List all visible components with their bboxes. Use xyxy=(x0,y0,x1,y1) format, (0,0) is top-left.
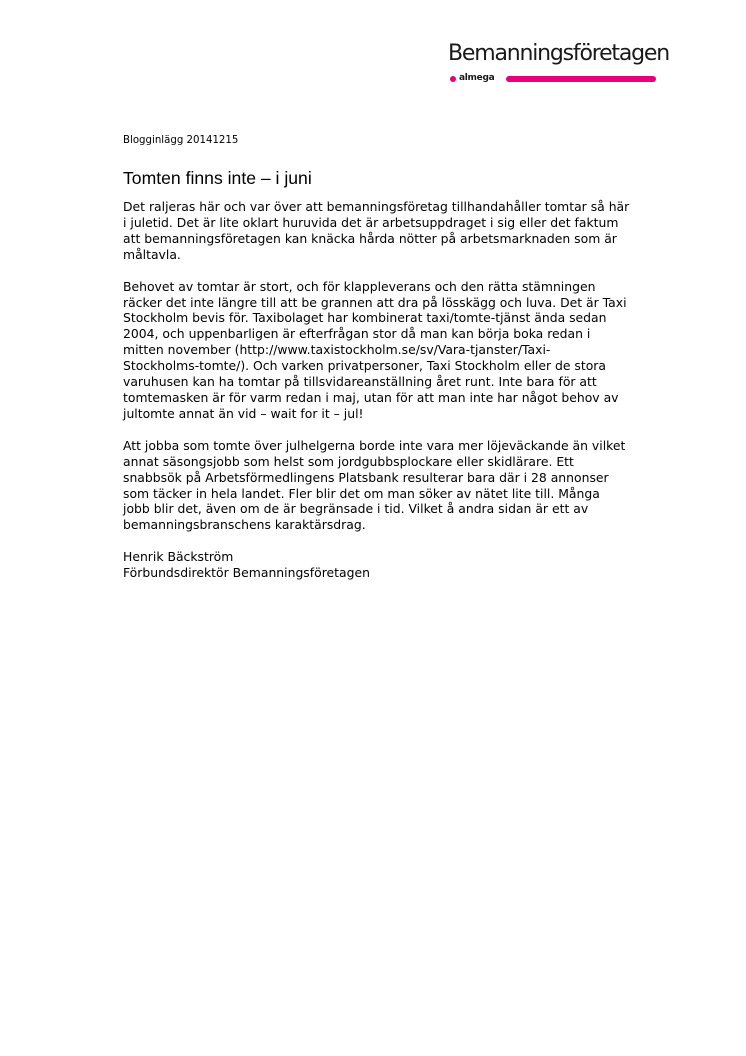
post-title: Tomten finns inte – i juni xyxy=(123,168,312,188)
paragraph-3 xyxy=(123,438,643,533)
paragraph-line: Stockholm bevis för. Taxibolaget har kombinerat taxi/tomte-tjänst ända sedan xyxy=(123,310,607,326)
paragraph-line: jobb blir det, även om de är begränsade i tid. Vilket å andra sidan är ett av xyxy=(123,501,589,517)
paragraph-line: tomtemasken är för varm redan i maj, utan för att man inte har något behov av xyxy=(123,389,619,405)
paragraph-line: bemanningsbranschens karaktärsdrag. xyxy=(123,517,366,533)
paragraph-line: varuhusen kan ha tomtar på tillsvidareanställning året runt. Inte bara för att xyxy=(123,374,597,390)
paragraph-2 xyxy=(123,279,643,422)
signature-block xyxy=(123,549,643,581)
paragraph-line: jultomte annat än vid – wait for it – jul! xyxy=(123,405,364,421)
signature-name: Henrik Bäckström xyxy=(123,549,234,565)
paragraph-line: måltavla. xyxy=(123,246,181,262)
paragraph-line: mitten november (http://www.taxistockholm.se/sv/Vara-tjanster/Taxi- xyxy=(123,342,551,358)
paragraph-line: snabbsök på Arbetsförmedlingens Platsbank resulterar bara där i 28 annonser xyxy=(123,469,609,485)
paragraph-line: räcker det inte längre till att be grannen att dra på lösskägg och luva. Det är Taxi xyxy=(123,294,627,310)
bemanningsforetagen-logo xyxy=(448,40,669,88)
logo-sub-brand: almega xyxy=(459,73,495,83)
paragraph-line: Stockholms-tomte/). Och varken privatpersoner, Taxi Stockholm eller de stora xyxy=(123,358,606,374)
paragraph-line: i juletid. Det är lite oklart huruvida det är arbetsuppdraget i sig eller det faktum xyxy=(123,214,619,230)
paragraph-line: 2004, och uppenbarligen är efterfrågan stor då man kan börja boka redan i xyxy=(123,326,591,342)
logo-wordmark: Bemanningsföretagen xyxy=(448,41,669,66)
logo-accent-bar xyxy=(506,76,656,82)
document-body xyxy=(123,134,643,581)
paragraph-line: Behovet av tomtar är stort, och för klappleverans och den rätta stämningen xyxy=(123,278,596,294)
paragraph-line: Det raljeras här och var över att bemanningsföretag tillhandahåller tomtar så här xyxy=(123,199,630,214)
signature-role: Förbundsdirektör Bemanningsföretagen xyxy=(123,565,370,581)
paragraph-line: att bemanningsföretagen kan knäcka hårda nötter på arbetsmarknaden som är xyxy=(123,230,617,246)
logo-dot-icon xyxy=(450,76,456,82)
paragraph-line: som täcker in hela landet. Fler blir det om man söker av nätet lite till. Många xyxy=(123,485,600,501)
paragraph-line: Att jobba som tomte över julhelgerna borde inte vara mer löjeväckande än vilket xyxy=(123,437,626,453)
logo-accent-row xyxy=(448,73,658,85)
paragraph-1 xyxy=(123,199,643,263)
post-date: Blogginlägg 20141215 xyxy=(123,135,239,146)
paragraph-line: annat säsongsjobb som helst som jordgubbsplockare eller skidlärare. Ett xyxy=(123,453,574,469)
